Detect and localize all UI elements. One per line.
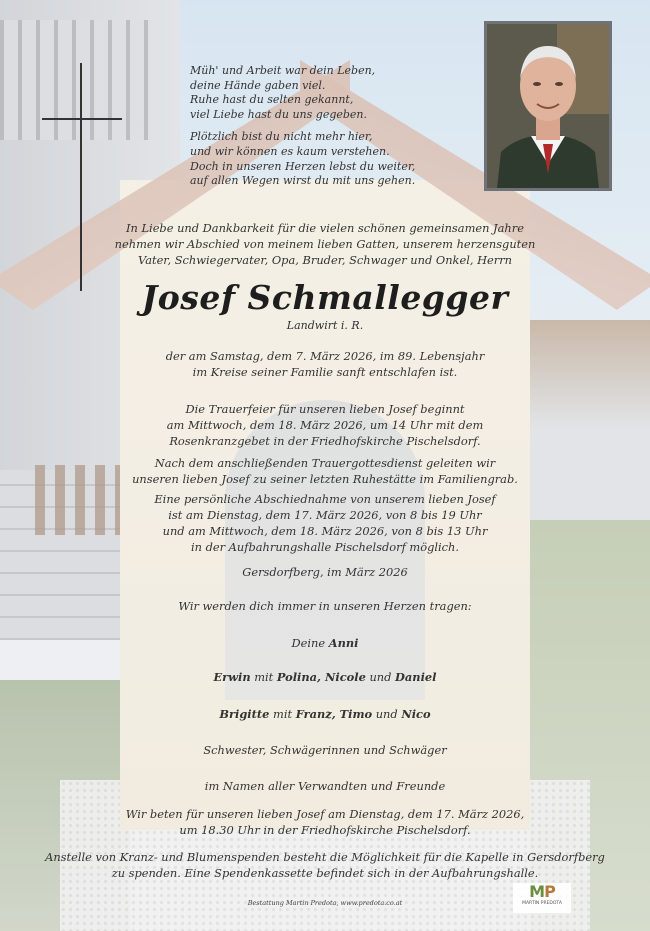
family-name: Erwin [213,670,251,684]
wife-name: Anni [328,636,359,650]
funeral-line: Rosenkranzgebet in der Friedhofskirche Pischelsdorf. [169,434,481,448]
family-relatives: im Namen aller Verwandten und Freunde [204,779,446,793]
portrait-illustration [487,24,609,188]
place-date: Gersdorfberg, im März 2026 [242,565,408,579]
family-name: Franz, Timo [295,707,373,721]
family-siblings: Schwester, Schwägerinnen und Schwäger [203,743,447,757]
logo-m: M [529,882,545,901]
family-line-erwin [0,670,650,684]
portrait-photo [484,21,612,191]
poem [190,64,480,197]
funeral-line: am Mittwoch, dem 18. März 2026, um 14 Uhr mit dem [166,418,484,432]
donation-info [25,849,625,881]
death-notice [0,348,650,380]
poem-line: Plötzlich bist du nicht mehr hier, [190,130,373,144]
family-name: Nico [401,707,431,721]
family-name: Daniel [395,670,437,684]
burial-line: Nach dem anschließenden Trauergottesdienst geleiten wir [154,456,496,470]
wife-prefix: Deine [291,636,329,650]
funeral-info [0,401,650,449]
prayer-line: Wir beten für unseren lieben Josef am Dienstag, dem 17. März 2026, [125,807,525,821]
poem-line: viel Liebe hast du uns gegeben. [190,107,368,121]
closing-line: Wir werden dich immer in unseren Herzen tragen: [178,599,472,613]
logo-caption: MARTIN PREDOTA [522,901,562,906]
intro-line: Vater, Schwiegervater, Opa, Bruder, Schwager und Onkel, Herrn [138,253,512,267]
poem-line: Doch in unseren Herzen lebst du weiter, [190,159,416,173]
poem-stanza-1 [190,64,480,122]
predota-logo [513,883,571,913]
intro-line: In Liebe und Dankbarkeit für die vielen schönen gemeinsamen Jahre [126,221,524,235]
family-connector: mit [269,707,296,721]
family-connector: und [372,707,402,721]
family-name: Brigitte [219,707,270,721]
burial-line: unseren lieben Josef zu seiner letzten Ruhestätte im Familiengrab. [132,472,518,486]
funeral-line: Die Trauerfeier für unseren lieben Josef beginnt [185,402,465,416]
intro-text [0,220,650,268]
donation-line: zu spenden. Eine Spendenkassette befindet sich in der Aufbahrungshalle. [111,866,539,880]
family-connector: und [365,670,396,684]
prayer-info [0,806,650,838]
viewing-line: und am Mittwoch, dem 18. März 2026, von 8 bis 13 Uhr [162,524,488,538]
deceased-name: Josef Schmallegger [141,278,509,317]
poem-stanza-2 [190,130,480,188]
viewing-line: Eine persönliche Abschiednahme von unserem lieben Josef [154,492,496,506]
logo-mark [513,883,571,901]
poem-line: und wir können es kaum verstehen. [190,144,390,158]
family-name: Polina, Nicole [276,670,366,684]
intro-line: nehmen wir Abschied von meinem lieben Gatten, unserem herzensguten [114,237,536,251]
footer-credit: Bestattung Martin Predota, www.predota.co.at [247,899,403,907]
death-line: der am Samstag, dem 7. März 2026, im 89. Lebensjahr [165,349,485,363]
occupation: Landwirt i. R. [286,319,364,332]
poem-line: Müh' und Arbeit war dein Leben, [190,64,376,77]
cross-icon-horizontal [42,118,122,120]
donation-line: Anstelle von Kranz- und Blumenspenden besteht die Möglichkeit für die Kapelle in Gersdorfberg [45,850,605,864]
death-line: im Kreise seiner Familie sanft entschlafen ist. [192,365,458,379]
poem-line: Ruhe hast du selten gekannt, [190,93,354,107]
poem-line: deine Hände gaben viel. [190,78,326,92]
family-connector: mit [250,670,277,684]
prayer-line: um 18.30 Uhr in der Friedhofskirche Pischelsdorf. [179,823,471,837]
poem-line: auf allen Wegen wirst du mit uns gehen. [190,174,416,188]
family-wife [0,636,650,650]
burial-info [0,455,650,487]
viewing-line: in der Aufbahrungshalle Pischelsdorf möglich. [190,540,460,554]
family-line-brigitte [0,707,650,721]
logo-p: P [544,882,555,901]
viewing-info [0,491,650,555]
viewing-line: ist am Dienstag, dem 17. März 2026, von 8 bis 19 Uhr [168,508,482,522]
